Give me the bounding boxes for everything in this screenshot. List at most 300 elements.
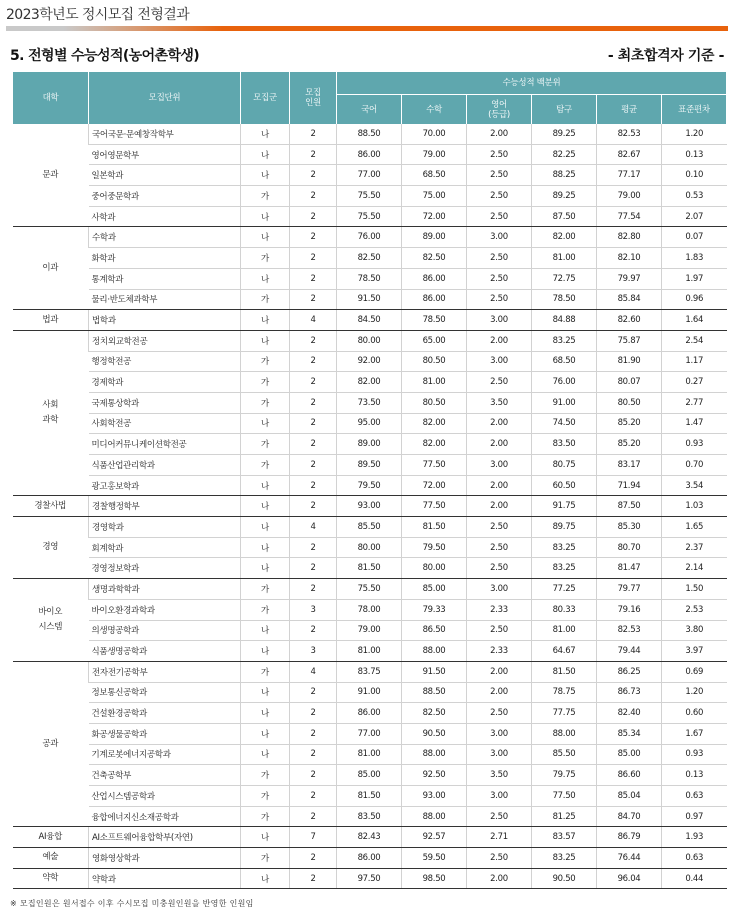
table-row bbox=[13, 434, 727, 455]
inquiry-cell: 81.00 bbox=[532, 620, 597, 641]
stddev-cell: 0.69 bbox=[662, 661, 727, 682]
group-cell: 가 bbox=[241, 289, 290, 310]
table-row bbox=[13, 703, 727, 724]
average-cell: 86.73 bbox=[597, 682, 662, 703]
stddev-cell: 0.13 bbox=[662, 144, 727, 165]
stddev-cell: 0.93 bbox=[662, 744, 727, 765]
inquiry-cell: 91.00 bbox=[532, 392, 597, 413]
quota-cell: 3 bbox=[290, 641, 337, 662]
inquiry-cell: 80.33 bbox=[532, 599, 597, 620]
english-cell: 2.50 bbox=[467, 165, 532, 186]
average-cell: 85.20 bbox=[597, 434, 662, 455]
korean-cell: 82.00 bbox=[337, 372, 402, 393]
unit-cell: 정치외교학전공 bbox=[89, 330, 241, 351]
quota-cell: 2 bbox=[290, 351, 337, 372]
math-cell: 86.00 bbox=[402, 289, 467, 310]
unit-cell: 중어중문학과 bbox=[89, 186, 241, 207]
unit-cell: 의생명공학과 bbox=[89, 620, 241, 641]
english-cell: 2.50 bbox=[467, 268, 532, 289]
average-cell: 79.44 bbox=[597, 641, 662, 662]
math-cell: 81.50 bbox=[402, 517, 467, 538]
average-cell: 80.07 bbox=[597, 372, 662, 393]
math-cell: 80.00 bbox=[402, 558, 467, 579]
unit-cell: 기계로봇에너지공학과 bbox=[89, 744, 241, 765]
inquiry-cell: 81.50 bbox=[532, 661, 597, 682]
english-cell: 2.33 bbox=[467, 599, 532, 620]
english-cell: 2.00 bbox=[467, 868, 532, 889]
average-cell: 79.16 bbox=[597, 599, 662, 620]
average-cell: 82.67 bbox=[597, 144, 662, 165]
korean-cell: 97.50 bbox=[337, 868, 402, 889]
stddev-cell: 0.10 bbox=[662, 165, 727, 186]
unit-cell: 사회학전공 bbox=[89, 413, 241, 434]
inquiry-cell: 83.25 bbox=[532, 558, 597, 579]
group-cell: 가 bbox=[241, 248, 290, 269]
group-cell: 나 bbox=[241, 124, 290, 144]
group-cell: 나 bbox=[241, 206, 290, 227]
stddev-cell: 0.63 bbox=[662, 786, 727, 807]
college-cell: AI융합 bbox=[13, 827, 89, 848]
korean-cell: 83.75 bbox=[337, 661, 402, 682]
inquiry-cell: 74.50 bbox=[532, 413, 597, 434]
table-row bbox=[13, 289, 727, 310]
quota-cell: 2 bbox=[290, 455, 337, 476]
group-cell: 나 bbox=[241, 868, 290, 889]
stddev-cell: 2.07 bbox=[662, 206, 727, 227]
group-cell: 가 bbox=[241, 434, 290, 455]
english-cell: 2.00 bbox=[467, 413, 532, 434]
english-cell: 3.50 bbox=[467, 392, 532, 413]
stddev-cell: 1.83 bbox=[662, 248, 727, 269]
stddev-cell: 0.93 bbox=[662, 434, 727, 455]
header-quota: 모집 인원 bbox=[290, 72, 337, 124]
stddev-cell: 1.97 bbox=[662, 268, 727, 289]
group-cell: 가 bbox=[241, 392, 290, 413]
group-cell: 나 bbox=[241, 744, 290, 765]
quota-cell: 2 bbox=[290, 372, 337, 393]
table-row bbox=[13, 330, 727, 351]
average-cell: 79.77 bbox=[597, 579, 662, 600]
inquiry-cell: 91.75 bbox=[532, 496, 597, 517]
english-cell: 3.00 bbox=[467, 227, 532, 248]
english-cell: 2.71 bbox=[467, 827, 532, 848]
average-cell: 82.10 bbox=[597, 248, 662, 269]
group-cell: 나 bbox=[241, 165, 290, 186]
table-row bbox=[13, 558, 727, 579]
quota-cell: 2 bbox=[290, 579, 337, 600]
math-cell: 90.50 bbox=[402, 723, 467, 744]
korean-cell: 77.00 bbox=[337, 723, 402, 744]
math-cell: 77.50 bbox=[402, 496, 467, 517]
korean-cell: 89.50 bbox=[337, 455, 402, 476]
stddev-cell: 2.37 bbox=[662, 537, 727, 558]
inquiry-cell: 81.00 bbox=[532, 248, 597, 269]
english-cell: 3.00 bbox=[467, 579, 532, 600]
section-title: 5. 전형별 수능성적(농어촌학생) bbox=[10, 48, 200, 64]
inquiry-cell: 89.75 bbox=[532, 517, 597, 538]
math-cell: 77.50 bbox=[402, 455, 467, 476]
footnote: ※ 모집인원은 원서접수 이후 수시모집 미충원인원을 반영한 인원임 bbox=[10, 899, 254, 908]
english-cell: 2.50 bbox=[467, 206, 532, 227]
stddev-cell: 0.97 bbox=[662, 806, 727, 827]
table-row bbox=[13, 124, 727, 144]
inquiry-cell: 82.25 bbox=[532, 144, 597, 165]
quota-cell: 2 bbox=[290, 723, 337, 744]
group-cell: 나 bbox=[241, 475, 290, 496]
inquiry-cell: 82.00 bbox=[532, 227, 597, 248]
korean-cell: 78.50 bbox=[337, 268, 402, 289]
english-cell: 2.50 bbox=[467, 703, 532, 724]
unit-cell: 영어영문학부 bbox=[89, 144, 241, 165]
korean-cell: 80.00 bbox=[337, 330, 402, 351]
english-cell: 2.50 bbox=[467, 186, 532, 207]
math-cell: 88.00 bbox=[402, 641, 467, 662]
group-cell: 나 bbox=[241, 827, 290, 848]
quota-cell: 2 bbox=[290, 330, 337, 351]
inquiry-cell: 87.50 bbox=[532, 206, 597, 227]
average-cell: 85.00 bbox=[597, 744, 662, 765]
quota-cell: 2 bbox=[290, 248, 337, 269]
table-row bbox=[13, 620, 727, 641]
math-cell: 82.50 bbox=[402, 248, 467, 269]
inquiry-cell: 78.75 bbox=[532, 682, 597, 703]
math-cell: 92.57 bbox=[402, 827, 467, 848]
group-cell: 나 bbox=[241, 227, 290, 248]
table-row bbox=[13, 537, 727, 558]
math-cell: 79.50 bbox=[402, 537, 467, 558]
group-cell: 가 bbox=[241, 661, 290, 682]
average-cell: 77.54 bbox=[597, 206, 662, 227]
stddev-cell: 2.53 bbox=[662, 599, 727, 620]
inquiry-cell: 80.75 bbox=[532, 455, 597, 476]
average-cell: 87.50 bbox=[597, 496, 662, 517]
quota-cell: 2 bbox=[290, 744, 337, 765]
quota-cell: 4 bbox=[290, 310, 337, 331]
table-row bbox=[13, 392, 727, 413]
college-cell: 경영 bbox=[13, 517, 89, 579]
table-row bbox=[13, 827, 727, 848]
group-cell: 나 bbox=[241, 723, 290, 744]
college-cell: 예술 bbox=[13, 848, 89, 869]
unit-cell: 영화영상학과 bbox=[89, 848, 241, 869]
group-cell: 나 bbox=[241, 537, 290, 558]
group-cell: 가 bbox=[241, 806, 290, 827]
table-row bbox=[13, 744, 727, 765]
header-score-group: 수능성적 백분위 bbox=[337, 72, 727, 95]
average-cell: 76.44 bbox=[597, 848, 662, 869]
group-cell: 가 bbox=[241, 786, 290, 807]
math-cell: 86.50 bbox=[402, 620, 467, 641]
average-cell: 71.94 bbox=[597, 475, 662, 496]
unit-cell: 건설환경공학과 bbox=[89, 703, 241, 724]
english-cell: 2.50 bbox=[467, 537, 532, 558]
table-row bbox=[13, 413, 727, 434]
quota-cell: 2 bbox=[290, 848, 337, 869]
quota-cell: 2 bbox=[290, 186, 337, 207]
english-cell: 3.00 bbox=[467, 786, 532, 807]
math-cell: 88.00 bbox=[402, 806, 467, 827]
korean-cell: 86.00 bbox=[337, 848, 402, 869]
korean-cell: 81.00 bbox=[337, 641, 402, 662]
document-title: 2023학년도 정시모집 전형결과 bbox=[6, 7, 190, 23]
stddev-cell: 1.67 bbox=[662, 723, 727, 744]
unit-cell: 행정학전공 bbox=[89, 351, 241, 372]
korean-cell: 89.00 bbox=[337, 434, 402, 455]
english-cell: 2.00 bbox=[467, 124, 532, 144]
inquiry-cell: 85.50 bbox=[532, 744, 597, 765]
header-college: 대학 bbox=[13, 72, 89, 124]
math-cell: 89.00 bbox=[402, 227, 467, 248]
inquiry-cell: 89.25 bbox=[532, 186, 597, 207]
unit-cell: 국어국문·문예창작학부 bbox=[89, 124, 241, 144]
stddev-cell: 3.54 bbox=[662, 475, 727, 496]
english-cell: 3.00 bbox=[467, 744, 532, 765]
inquiry-cell: 64.67 bbox=[532, 641, 597, 662]
quota-cell: 2 bbox=[290, 537, 337, 558]
average-cell: 85.34 bbox=[597, 723, 662, 744]
table-row bbox=[13, 144, 727, 165]
table-row bbox=[13, 227, 727, 248]
stddev-cell: 0.96 bbox=[662, 289, 727, 310]
inquiry-cell: 78.50 bbox=[532, 289, 597, 310]
stddev-cell: 2.54 bbox=[662, 330, 727, 351]
average-cell: 80.50 bbox=[597, 392, 662, 413]
inquiry-cell: 79.75 bbox=[532, 765, 597, 786]
quota-cell: 2 bbox=[290, 620, 337, 641]
unit-cell: 경영정보학과 bbox=[89, 558, 241, 579]
inquiry-cell: 76.00 bbox=[532, 372, 597, 393]
unit-cell: 화학과 bbox=[89, 248, 241, 269]
group-cell: 가 bbox=[241, 579, 290, 600]
quota-cell: 2 bbox=[290, 786, 337, 807]
english-cell: 2.00 bbox=[467, 330, 532, 351]
korean-cell: 92.00 bbox=[337, 351, 402, 372]
average-cell: 82.60 bbox=[597, 310, 662, 331]
stddev-cell: 0.27 bbox=[662, 372, 727, 393]
header-stddev: 표준편차 bbox=[662, 95, 727, 125]
inquiry-cell: 77.50 bbox=[532, 786, 597, 807]
inquiry-cell: 77.75 bbox=[532, 703, 597, 724]
english-cell: 3.00 bbox=[467, 455, 532, 476]
math-cell: 85.00 bbox=[402, 579, 467, 600]
math-cell: 93.00 bbox=[402, 786, 467, 807]
quota-cell: 2 bbox=[290, 496, 337, 517]
average-cell: 82.80 bbox=[597, 227, 662, 248]
korean-cell: 86.00 bbox=[337, 144, 402, 165]
korean-cell: 84.50 bbox=[337, 310, 402, 331]
korean-cell: 75.50 bbox=[337, 579, 402, 600]
english-cell: 2.50 bbox=[467, 558, 532, 579]
header-korean: 국어 bbox=[337, 95, 402, 125]
korean-cell: 85.00 bbox=[337, 765, 402, 786]
header-english: 영어 (등급) bbox=[467, 95, 532, 125]
korean-cell: 83.50 bbox=[337, 806, 402, 827]
quota-cell: 3 bbox=[290, 599, 337, 620]
english-cell: 2.50 bbox=[467, 620, 532, 641]
college-cell: 사회 과학 bbox=[13, 330, 89, 496]
math-cell: 81.00 bbox=[402, 372, 467, 393]
header-group: 모집군 bbox=[241, 72, 290, 124]
english-cell: 3.00 bbox=[467, 723, 532, 744]
math-cell: 80.50 bbox=[402, 351, 467, 372]
average-cell: 75.87 bbox=[597, 330, 662, 351]
average-cell: 79.00 bbox=[597, 186, 662, 207]
average-cell: 86.25 bbox=[597, 661, 662, 682]
quota-cell: 2 bbox=[290, 682, 337, 703]
english-cell: 2.50 bbox=[467, 517, 532, 538]
korean-cell: 86.00 bbox=[337, 703, 402, 724]
average-cell: 84.70 bbox=[597, 806, 662, 827]
korean-cell: 88.50 bbox=[337, 124, 402, 144]
college-cell: 문과 bbox=[13, 124, 89, 227]
quota-cell: 4 bbox=[290, 661, 337, 682]
stddev-cell: 0.13 bbox=[662, 765, 727, 786]
korean-cell: 82.50 bbox=[337, 248, 402, 269]
inquiry-cell: 83.25 bbox=[532, 330, 597, 351]
math-cell: 65.00 bbox=[402, 330, 467, 351]
korean-cell: 79.50 bbox=[337, 475, 402, 496]
unit-cell: 법학과 bbox=[89, 310, 241, 331]
quota-cell: 2 bbox=[290, 144, 337, 165]
college-cell: 이과 bbox=[13, 227, 89, 310]
unit-cell: 일본학과 bbox=[89, 165, 241, 186]
inquiry-cell: 68.50 bbox=[532, 351, 597, 372]
average-cell: 85.04 bbox=[597, 786, 662, 807]
math-cell: 88.50 bbox=[402, 682, 467, 703]
unit-cell: 경찰행정학부 bbox=[89, 496, 241, 517]
korean-cell: 82.43 bbox=[337, 827, 402, 848]
korean-cell: 91.50 bbox=[337, 289, 402, 310]
korean-cell: 76.00 bbox=[337, 227, 402, 248]
math-cell: 68.50 bbox=[402, 165, 467, 186]
quota-cell: 2 bbox=[290, 475, 337, 496]
korean-cell: 78.00 bbox=[337, 599, 402, 620]
korean-cell: 85.50 bbox=[337, 517, 402, 538]
unit-cell: 미디어커뮤니케이션학전공 bbox=[89, 434, 241, 455]
stddev-cell: 0.07 bbox=[662, 227, 727, 248]
korean-cell: 91.00 bbox=[337, 682, 402, 703]
quota-cell: 2 bbox=[290, 206, 337, 227]
quota-cell: 2 bbox=[290, 289, 337, 310]
group-cell: 나 bbox=[241, 558, 290, 579]
stddev-cell: 1.65 bbox=[662, 517, 727, 538]
unit-cell: 산업시스템공학과 bbox=[89, 786, 241, 807]
math-cell: 82.00 bbox=[402, 434, 467, 455]
average-cell: 80.70 bbox=[597, 537, 662, 558]
inquiry-cell: 83.25 bbox=[532, 537, 597, 558]
unit-cell: 화공생물공학과 bbox=[89, 723, 241, 744]
inquiry-cell: 72.75 bbox=[532, 268, 597, 289]
unit-cell: 전자전기공학부 bbox=[89, 661, 241, 682]
table-row bbox=[13, 351, 727, 372]
math-cell: 59.50 bbox=[402, 848, 467, 869]
math-cell: 79.33 bbox=[402, 599, 467, 620]
inquiry-cell: 81.25 bbox=[532, 806, 597, 827]
table-row bbox=[13, 455, 727, 476]
inquiry-cell: 90.50 bbox=[532, 868, 597, 889]
unit-cell: 식품산업관리학과 bbox=[89, 455, 241, 476]
stddev-cell: 2.77 bbox=[662, 392, 727, 413]
unit-cell: 통계학과 bbox=[89, 268, 241, 289]
stddev-cell: 3.80 bbox=[662, 620, 727, 641]
group-cell: 나 bbox=[241, 413, 290, 434]
results-table bbox=[12, 72, 727, 889]
math-cell: 72.00 bbox=[402, 206, 467, 227]
unit-cell: 물리·반도체과학부 bbox=[89, 289, 241, 310]
unit-cell: 국제통상학과 bbox=[89, 392, 241, 413]
unit-cell: 약학과 bbox=[89, 868, 241, 889]
korean-cell: 75.50 bbox=[337, 206, 402, 227]
stddev-cell: 0.63 bbox=[662, 848, 727, 869]
english-cell: 2.50 bbox=[467, 248, 532, 269]
unit-cell: 회계학과 bbox=[89, 537, 241, 558]
unit-cell: 사학과 bbox=[89, 206, 241, 227]
title-divider bbox=[6, 26, 728, 31]
college-cell: 법과 bbox=[13, 310, 89, 331]
stddev-cell: 1.20 bbox=[662, 682, 727, 703]
inquiry-cell: 84.88 bbox=[532, 310, 597, 331]
table-row bbox=[13, 848, 727, 869]
unit-cell: 생명과학학과 bbox=[89, 579, 241, 600]
group-cell: 가 bbox=[241, 186, 290, 207]
average-cell: 81.47 bbox=[597, 558, 662, 579]
quota-cell: 2 bbox=[290, 268, 337, 289]
math-cell: 86.00 bbox=[402, 268, 467, 289]
group-cell: 나 bbox=[241, 310, 290, 331]
english-cell: 3.50 bbox=[467, 765, 532, 786]
stddev-cell: 1.50 bbox=[662, 579, 727, 600]
average-cell: 79.97 bbox=[597, 268, 662, 289]
table-row bbox=[13, 186, 727, 207]
table-row bbox=[13, 786, 727, 807]
group-cell: 나 bbox=[241, 641, 290, 662]
table-row bbox=[13, 723, 727, 744]
unit-cell: 수학과 bbox=[89, 227, 241, 248]
quota-cell: 4 bbox=[290, 517, 337, 538]
table-row bbox=[13, 517, 727, 538]
unit-cell: AI소프트웨어융합학부(자연) bbox=[89, 827, 241, 848]
english-cell: 2.50 bbox=[467, 372, 532, 393]
unit-cell: 정보통신공학과 bbox=[89, 682, 241, 703]
quota-cell: 2 bbox=[290, 558, 337, 579]
math-cell: 91.50 bbox=[402, 661, 467, 682]
stddev-cell: 0.44 bbox=[662, 868, 727, 889]
group-cell: 가 bbox=[241, 765, 290, 786]
inquiry-cell: 83.25 bbox=[532, 848, 597, 869]
inquiry-cell: 83.50 bbox=[532, 434, 597, 455]
table-row bbox=[13, 765, 727, 786]
math-cell: 70.00 bbox=[402, 124, 467, 144]
english-cell: 2.00 bbox=[467, 682, 532, 703]
table-row bbox=[13, 268, 727, 289]
quota-cell: 2 bbox=[290, 703, 337, 724]
stddev-cell: 1.20 bbox=[662, 124, 727, 144]
table-row bbox=[13, 496, 727, 517]
group-cell: 나 bbox=[241, 703, 290, 724]
quota-cell: 2 bbox=[290, 392, 337, 413]
group-cell: 가 bbox=[241, 372, 290, 393]
group-cell: 나 bbox=[241, 268, 290, 289]
college-cell: 바이오 시스템 bbox=[13, 579, 89, 662]
group-cell: 가 bbox=[241, 599, 290, 620]
english-cell: 2.50 bbox=[467, 806, 532, 827]
results-body bbox=[13, 124, 727, 889]
unit-cell: 바이오환경과학과 bbox=[89, 599, 241, 620]
group-cell: 나 bbox=[241, 330, 290, 351]
basis-label: - 최초합격자 기준 - bbox=[607, 48, 724, 64]
math-cell: 92.50 bbox=[402, 765, 467, 786]
group-cell: 나 bbox=[241, 620, 290, 641]
